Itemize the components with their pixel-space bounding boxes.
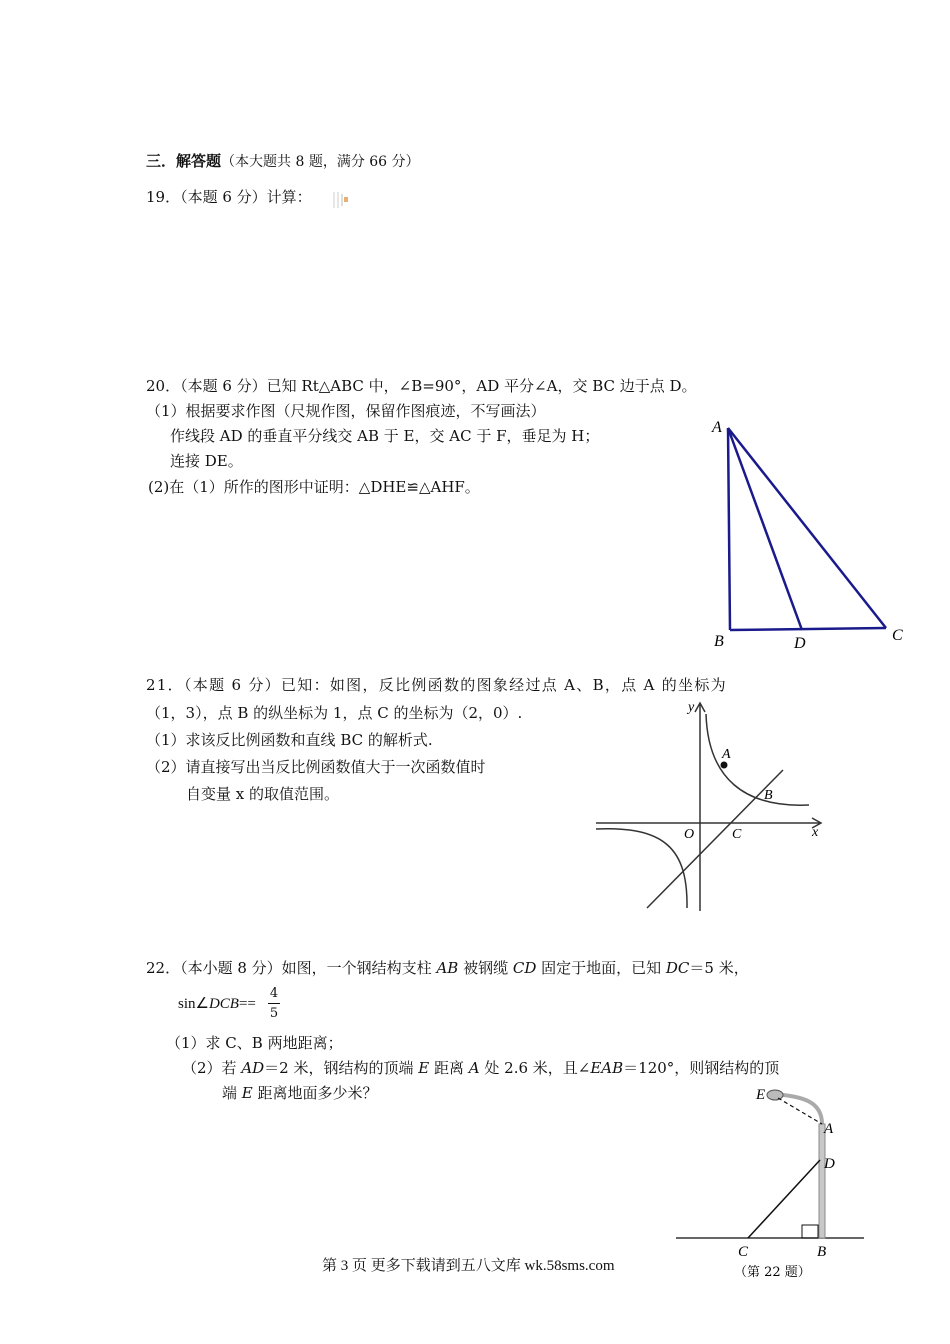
segment-AB bbox=[728, 428, 730, 630]
q22-part1: （1）求 C、B 两地距离； bbox=[166, 1034, 343, 1052]
right-angle-mark bbox=[802, 1225, 818, 1238]
q22-part2-line2-b: 距离地面多少米？ bbox=[252, 1084, 378, 1102]
q20-part1: （1）根据要求作图（尺规作图，保留作图痕迹，不写画法） bbox=[146, 402, 546, 420]
label-A: A bbox=[712, 419, 722, 436]
q21-graph-figure bbox=[594, 698, 834, 913]
q22-part2 bbox=[182, 1058, 779, 1078]
segment-AD bbox=[728, 428, 802, 630]
q22-A: A bbox=[468, 1059, 480, 1077]
line-BC bbox=[647, 770, 783, 908]
q22-stem bbox=[146, 958, 749, 978]
q22-pole-figure bbox=[674, 1080, 874, 1280]
q20-part1-line2: 作线段 AD 的垂直平分线交 AB 于 E，交 AC 于 F，垂足为 H； bbox=[170, 427, 600, 445]
q22-stem-a: 22．（本小题 8 分）如图，一个钢结构支柱 bbox=[146, 959, 437, 977]
figure-caption: （第 22 题） bbox=[734, 1265, 811, 1280]
segment-EA bbox=[778, 1098, 822, 1124]
q22-stem-c: 固定于地面，已知 bbox=[536, 959, 666, 977]
q22-DC: DC bbox=[665, 959, 690, 977]
q20-stem: 20．（本题 6 分）已知 Rt△ABC 中，∠B=90°，AD 平分∠A，交 BC 边于点 D。 bbox=[146, 377, 697, 395]
label-y: y bbox=[688, 700, 695, 715]
q22-E: E bbox=[418, 1059, 430, 1077]
label-A: A bbox=[722, 747, 731, 762]
hyperbola-branch-2 bbox=[596, 829, 687, 908]
q21-part1: （1）求该反比例函数和直线 BC 的解析式. bbox=[146, 731, 433, 749]
q22-CD: CD bbox=[512, 959, 537, 977]
q21-stem2: （1，3），点 B 的纵坐标为 1，点 C 的坐标为（2，0）. bbox=[146, 704, 523, 722]
q22-fraction bbox=[266, 986, 282, 1021]
q21-part2: （2）请直接写出当反比例函数值大于一次函数值时 bbox=[146, 758, 486, 776]
q19-stem: 19．（本题 6 分）计算： bbox=[146, 188, 312, 206]
q22-DCB: DCB bbox=[208, 996, 239, 1012]
q22-part2-a: （2）若 bbox=[182, 1059, 242, 1077]
q22-denominator: 5 bbox=[269, 1006, 279, 1021]
q20-part2: (2)在（1）所作的图形中证明：△DHE≌△AHF。 bbox=[148, 478, 480, 496]
q22-part2-d: 处 2.6 米，且∠ bbox=[479, 1059, 591, 1077]
q22-sin-label: sin∠ bbox=[178, 996, 209, 1012]
section-subtitle: （本大题共 8 题，满分 66 分） bbox=[221, 154, 420, 170]
point-A bbox=[721, 762, 728, 769]
q22-AB: AB bbox=[436, 959, 459, 977]
q22-part2-c: 距离 bbox=[429, 1059, 469, 1077]
q22-part2-b: ＝2 米，钢结构的顶端 bbox=[264, 1059, 419, 1077]
label-E: E bbox=[756, 1087, 766, 1103]
q22-AD: AD bbox=[241, 1059, 265, 1077]
label-O: O bbox=[684, 827, 695, 842]
q19-formula-image bbox=[330, 190, 350, 210]
q22-sin-expression bbox=[178, 994, 256, 1014]
q21-stem: 21．（本题 6 分）已知：如图，反比例函数的图象经过点 A、B，点 A 的坐标为 bbox=[146, 676, 727, 694]
label-C: C bbox=[732, 827, 742, 842]
label-D: D bbox=[824, 1156, 835, 1172]
label-B: B bbox=[714, 633, 724, 650]
lamp-E bbox=[767, 1090, 783, 1100]
label-B: B bbox=[817, 1244, 827, 1260]
label-x: x bbox=[812, 825, 819, 840]
q22-stem-d: ＝5 米， bbox=[689, 959, 749, 977]
q22-part2-line2-a: 端 bbox=[222, 1084, 242, 1102]
q22-part2-e: ＝120°，则钢结构的顶 bbox=[623, 1059, 780, 1077]
q22-EAB: EAB bbox=[590, 1059, 624, 1077]
section-heading bbox=[146, 151, 420, 172]
cable-CD bbox=[748, 1160, 820, 1238]
label-B: B bbox=[764, 788, 773, 803]
q22-numerator: 4 bbox=[269, 986, 279, 1001]
page-footer: 第 3 页 更多下载请到五八文库 wk.58sms.com bbox=[322, 1258, 615, 1274]
label-C: C bbox=[892, 627, 903, 644]
q22-E-2: E bbox=[241, 1084, 253, 1102]
q22-part2-line2 bbox=[222, 1083, 378, 1103]
segment-AC bbox=[728, 428, 886, 628]
section-title: 三．解答题 bbox=[146, 152, 222, 170]
segment-BC bbox=[730, 628, 886, 630]
q20-part1-line3: 连接 DE。 bbox=[170, 452, 243, 470]
q20-triangle-figure bbox=[700, 410, 920, 650]
q22-stem-b: 被钢缆 bbox=[458, 959, 513, 977]
pole-AB bbox=[819, 1124, 825, 1238]
label-C: C bbox=[738, 1244, 749, 1260]
q21-part2-line2: 自变量 x 的取值范围。 bbox=[186, 785, 339, 803]
label-A: A bbox=[824, 1121, 834, 1137]
q22-eq: == bbox=[238, 996, 256, 1012]
label-D: D bbox=[794, 635, 806, 652]
